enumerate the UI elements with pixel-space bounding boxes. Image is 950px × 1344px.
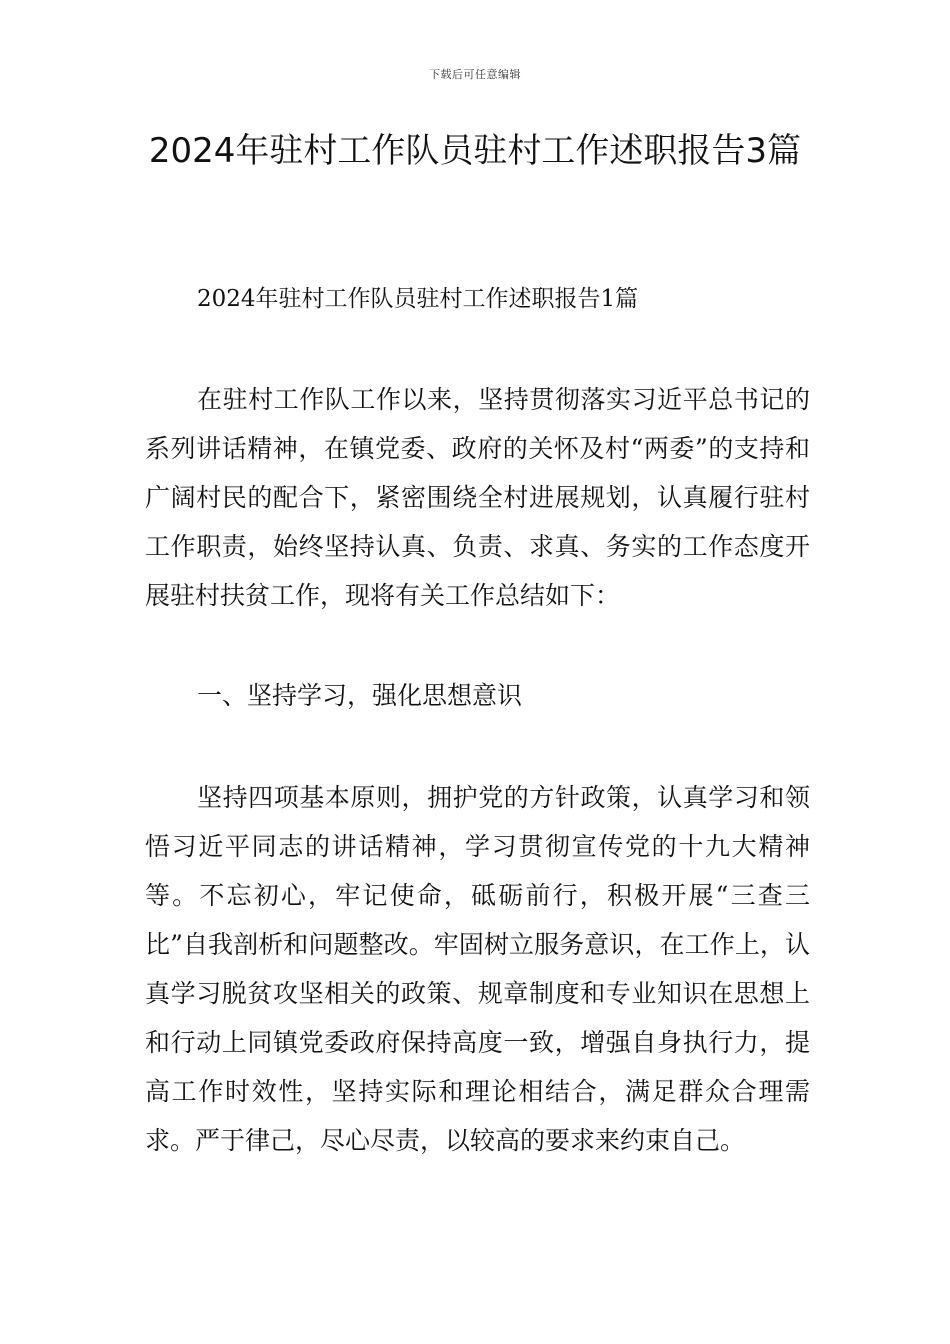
report-subtitle: 2024年驻村工作队员驻村工作述职报告1篇 [197, 286, 639, 312]
intro-paragraph: 在驻村工作队工作以来，坚持贯彻落实习近平总书记的系列讲话精神，在镇党委、政府的关怀及村“两委”的支持和广阔村民的配合下，紧密围绕全村进展规划，认真履行驻村工作职责，始终坚持认真、负责、求真、务实的工作态度开展驻村扶贫工作，现将有关工作总结如下： [145, 385, 810, 610]
study-paragraph: 坚持四项基本原则，拥护党的方针政策，认真学习和领悟习近平同志的讲话精神，学习贯彻宣传党的十九大精神等。不忘初心，牢记使命，砥砺前行，积极开展“三查三比”自我剖析和问题整改。牢固树立服务意识，在工作上，认真学习脱贫攻坚相关的政策、规章制度和专业知识在思想上和行动上同镇党委政府保持高度一致，增强自身执行力，提高工作时效性，坚持实际和理论相结合，满足群众合理需求。严于律己，尽心尽责，以较高的要求来约束自己。 [145, 783, 810, 1155]
header-note: 下载后可任意编辑 [429, 68, 521, 81]
section-heading: 一、坚持学习，强化思想意识 [197, 681, 523, 710]
document-title: 2024年驻村工作队员驻村工作述职报告3篇 [148, 131, 802, 171]
